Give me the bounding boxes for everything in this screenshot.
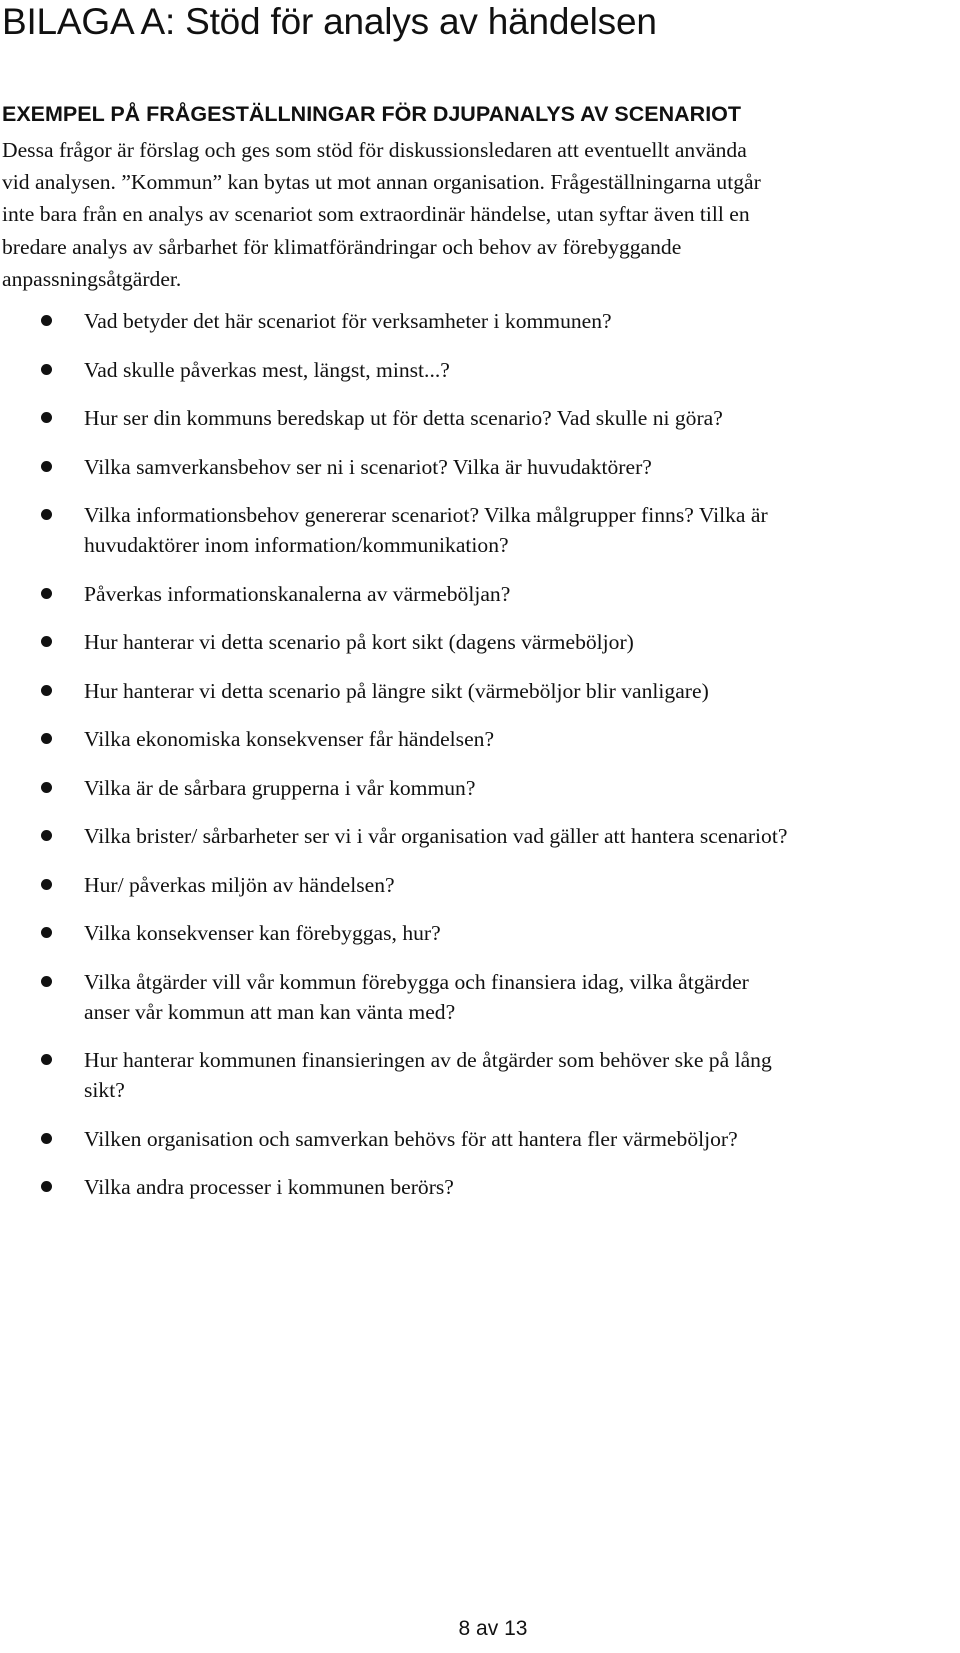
list-item (0, 1124, 960, 1154)
question-list (0, 306, 960, 1221)
list-item-text: Hur hanterar kommunen finansieringen av de åtgärder som behöver ske på lång (84, 1048, 772, 1072)
intro-line: inte bara från en analys av scenariot som extraordinär händelse, utan syftar även till en (2, 202, 750, 227)
list-item (0, 724, 960, 754)
page-number: 8 av 13 (458, 1617, 528, 1640)
list-item-text: sikt? (84, 1078, 125, 1102)
list-item-text: Hur hanterar vi detta scenario på kort sikt (dagens värmeböljor) (84, 630, 634, 654)
bullet-icon (41, 782, 52, 793)
list-item (0, 967, 960, 1027)
list-item-text: Hur/ påverkas miljön av händelsen? (84, 872, 395, 897)
list-item (0, 870, 960, 900)
list-item (0, 773, 960, 803)
list-item (0, 918, 960, 948)
bullet-icon (41, 685, 52, 696)
list-item (0, 355, 960, 385)
list-item-text: Vilka åtgärder vill vår kommun förebygga och finansiera idag, vilka åtgärder (84, 969, 749, 994)
list-item-text: Vilka konsekvenser kan förebyggas, hur? (84, 921, 441, 945)
bullet-icon (41, 733, 52, 744)
bullet-icon (41, 509, 52, 520)
list-item-text: Vad betyder det här scenariot för verksamheter i kommunen? (84, 309, 612, 333)
bullet-icon (41, 1133, 52, 1144)
bullet-icon (41, 461, 52, 472)
intro-line: bredare analys av sårbarhet för klimatförändringar och behov av förebyggande (2, 234, 682, 259)
list-item (0, 821, 960, 851)
bullet-icon (41, 976, 52, 987)
list-item (0, 676, 960, 706)
bullet-icon (41, 588, 52, 599)
list-item (0, 500, 960, 560)
list-item (0, 579, 960, 609)
list-item (0, 452, 960, 482)
list-item (0, 627, 960, 657)
intro-paragraph (2, 134, 952, 295)
list-item-text: Vilka ekonomiska konsekvenser får händelsen? (84, 727, 495, 751)
list-item (0, 1045, 960, 1105)
bullet-icon (41, 879, 52, 890)
page-title: BILAGA A: Stöd för analys av händelsen (2, 1, 657, 42)
bullet-icon (41, 364, 52, 375)
list-item-text: Vilka är de sårbara grupperna i vår kommun? (84, 775, 476, 800)
list-item-text: huvudaktörer inom information/kommunikation? (84, 533, 509, 557)
section-heading: EXEMPEL PÅ FRÅGESTÄLLNINGAR FÖR DJUPANALYS AV SCENARIOT (2, 102, 742, 126)
list-item (0, 403, 960, 433)
bullet-icon (41, 1054, 52, 1065)
list-item (0, 1172, 960, 1202)
intro-line: Dessa frågor är förslag och ges som stöd för diskussionsledaren att eventuellt använda (2, 138, 747, 162)
list-item-text: Hur ser din kommuns beredskap ut för detta scenario? Vad skulle ni göra? (84, 406, 723, 430)
bullet-icon (41, 315, 52, 326)
bullet-icon (41, 1181, 52, 1192)
list-item-text: Vilka andra processer i kommunen berörs? (84, 1175, 454, 1199)
list-item (0, 306, 960, 336)
list-item-text: Påverkas informationskanalerna av värmeböljan? (84, 581, 511, 606)
list-item-text: Vad skulle påverkas mest, längst, minst...? (84, 357, 450, 382)
list-item-text: Vilka samverkansbehov ser ni i scenariot? Vilka är huvudaktörer? (84, 454, 652, 479)
bullet-icon (41, 927, 52, 938)
list-item-text: Vilken organisation och samverkan behövs för att hantera fler värmeböljor? (84, 1126, 738, 1151)
bullet-icon (41, 412, 52, 423)
list-item-text: anser vår kommun att man kan vänta med? (84, 999, 456, 1024)
bullet-icon (41, 636, 52, 647)
bullet-icon (41, 830, 52, 841)
list-item-text: Vilka brister/ sårbarheter ser vi i vår organisation vad gäller att hantera scenariot? (84, 824, 788, 848)
list-item-text: Hur hanterar vi detta scenario på längre sikt (värmeböljor blir vanligare) (84, 678, 709, 703)
intro-line: vid analysen. ”Kommun” kan bytas ut mot annan organisation. Frågeställningarna utgår (2, 170, 761, 195)
list-item-text: Vilka informationsbehov genererar scenariot? Vilka målgrupper finns? Vilka är (84, 503, 768, 527)
intro-line: anpassningsåtgärder. (2, 266, 182, 291)
